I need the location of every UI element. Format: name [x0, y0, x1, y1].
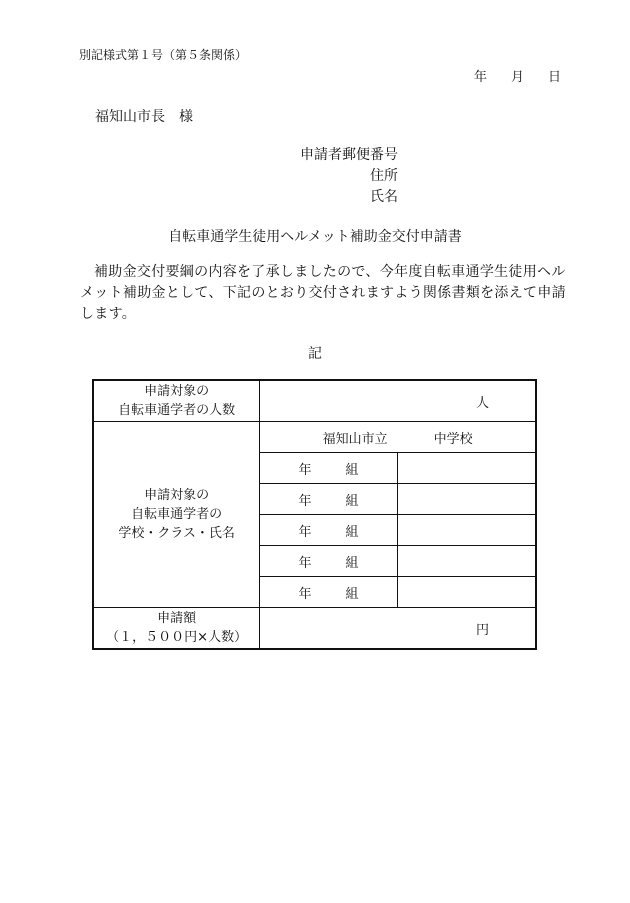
- applicant-name-label: 氏名: [370, 189, 398, 205]
- table-row-school: [93, 422, 536, 453]
- date-year-label: 年: [474, 70, 488, 85]
- class-label: 組: [345, 555, 359, 571]
- table-row-count: [93, 380, 536, 422]
- grade-label: 年: [298, 586, 312, 602]
- count-unit: 人: [475, 395, 489, 411]
- form-number: 別記様式第１号（第５条関係）: [79, 48, 248, 62]
- student-name-cell[interactable]: [397, 546, 536, 577]
- grade-class-cell[interactable]: [260, 484, 397, 515]
- class-label: 組: [345, 493, 359, 509]
- grade-class-cell[interactable]: [260, 453, 397, 484]
- body-text: 補助金交付要綱の内容を了承しましたので、今年度自転車通学生徒用ヘルメット補助金として、下記のとおり交付されますよう関係書類を添えて申請します。: [80, 264, 566, 322]
- applicant-block: [296, 145, 398, 208]
- grade-label: 年: [298, 555, 312, 571]
- amount-label-cell: [93, 608, 260, 650]
- school-label-line2: 自転車通学者の: [131, 507, 223, 522]
- body-paragraph: [80, 262, 570, 325]
- grade-label: 年: [298, 493, 312, 509]
- grade-class-cell[interactable]: [260, 515, 397, 546]
- grade-class-cell[interactable]: [260, 546, 397, 577]
- count-label-cell: [93, 380, 260, 422]
- count-label-line2: 自転車通学者の人数: [118, 403, 236, 418]
- ki-heading: 記: [308, 346, 322, 362]
- amount-value-cell[interactable]: [260, 608, 536, 650]
- amount-label-line1: 申請額: [157, 611, 197, 626]
- grade-label: 年: [298, 524, 312, 540]
- student-name-cell[interactable]: [397, 453, 536, 484]
- school-label-cell: [93, 422, 260, 608]
- amount-label-line2: （１，５００円×人数）: [106, 630, 248, 645]
- student-name-cell[interactable]: [397, 484, 536, 515]
- date-line: [474, 66, 561, 85]
- grade-class-cell[interactable]: [260, 577, 397, 608]
- application-table: [92, 379, 537, 650]
- school-label-line3: 学校・クラス・氏名: [118, 526, 235, 541]
- addressee: 福知山市長 様: [95, 109, 193, 125]
- school-label-line1: 申請対象の: [144, 488, 210, 503]
- school-suffix: 中学校: [433, 431, 473, 447]
- count-label-line1: 申請対象の: [144, 384, 210, 399]
- date-month-label: 月: [511, 70, 525, 85]
- document-title: 自転車通学生徒用ヘルメット補助金交付申請書: [168, 229, 462, 245]
- class-label: 組: [345, 462, 359, 478]
- date-day-label: 日: [548, 70, 562, 85]
- class-label: 組: [345, 524, 359, 540]
- school-name-cell[interactable]: [260, 422, 536, 453]
- school-prefix: 福知山市立: [322, 431, 388, 447]
- grade-label: 年: [298, 462, 312, 478]
- applicant-address-label: 住所: [370, 168, 398, 184]
- applicant-postal-label: 申請者郵便番号: [300, 147, 398, 163]
- count-value-cell[interactable]: [260, 380, 536, 422]
- table-row-amount: [93, 608, 536, 650]
- student-name-cell[interactable]: [397, 577, 536, 608]
- class-label: 組: [345, 586, 359, 602]
- amount-unit: 円: [475, 622, 489, 638]
- student-name-cell[interactable]: [397, 515, 536, 546]
